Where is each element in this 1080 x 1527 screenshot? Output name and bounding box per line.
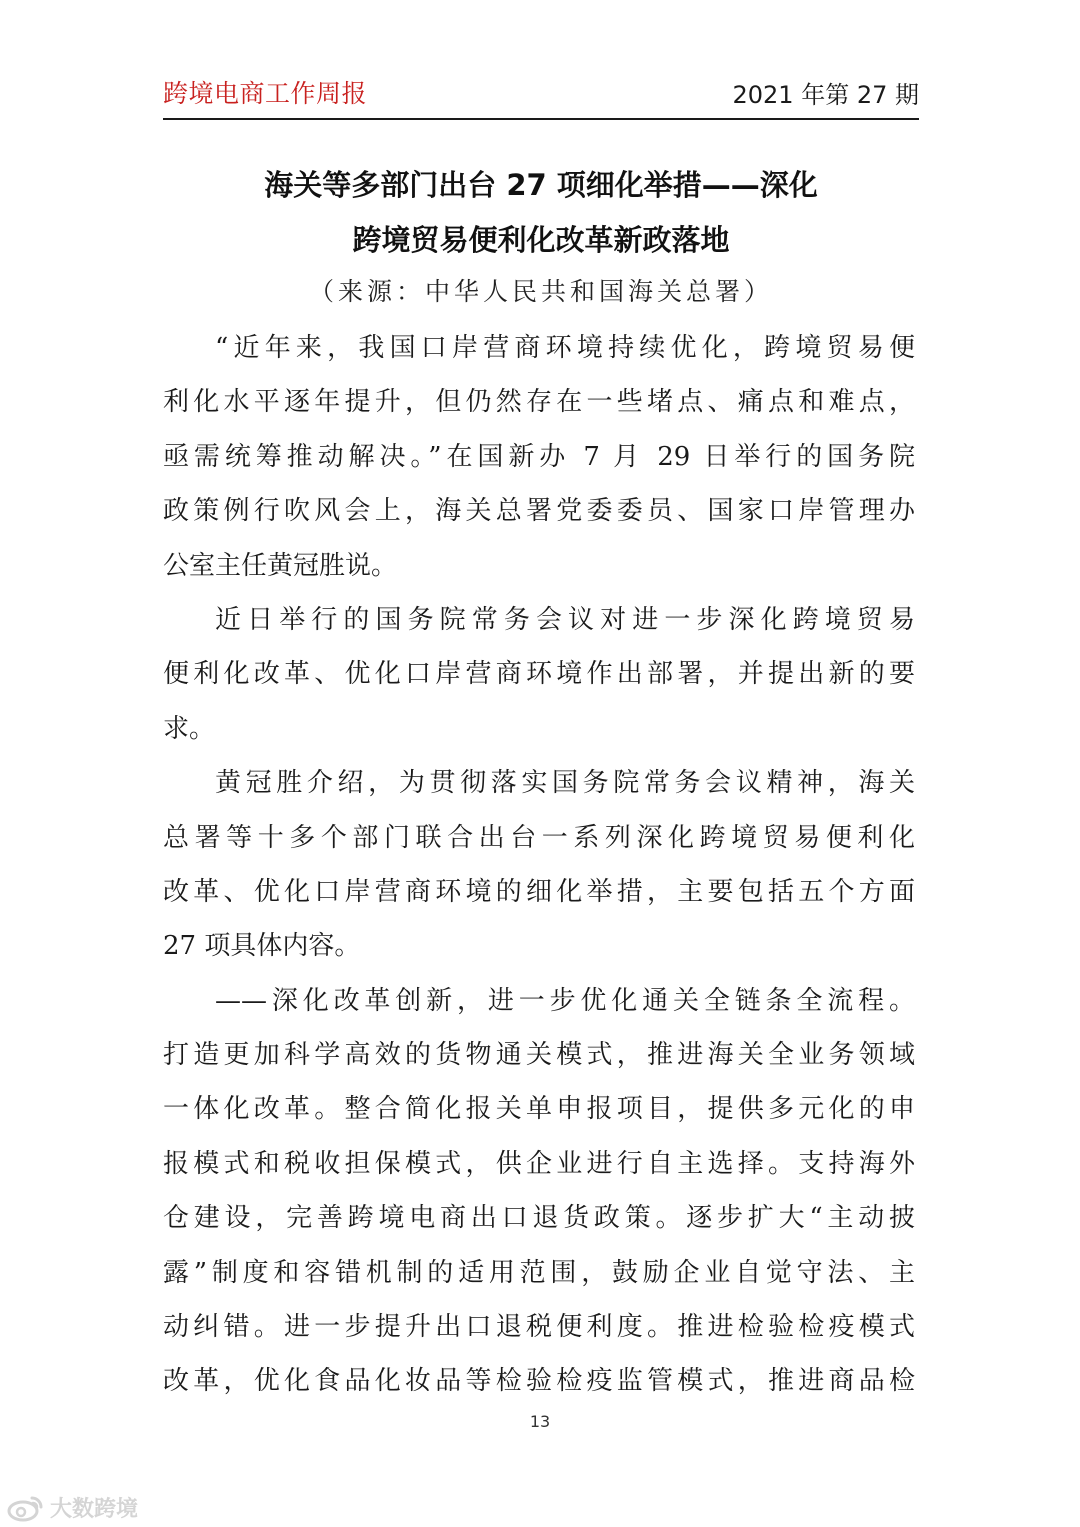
paragraph-line: 一体化改革。整合简化报关单申报项目，提供多元化的申 [163,1094,915,1125]
page-number: 13 [529,1412,551,1431]
paragraph-line: 亟需统筹推动解决。”在国新办 7 月 29 日举行的国务院 [163,441,915,472]
paragraph-line: 政策例行吹风会上，海关总署党委委员、国家口岸管理办 [163,496,915,527]
header-rule [163,118,919,120]
page-header [163,76,919,110]
article-source: （来源：中华人民共和国海关总署） [308,277,773,306]
paragraph-line: 改革、优化口岸营商环境的细化举措，主要包括五个方面 [163,876,915,907]
article-title-line-1: 海关等多部门出台 27 项细化举措——深化 [264,168,818,202]
article-body [163,321,915,1409]
paragraph-line: 改革，优化食品化妆品等检验检疫监管模式，推进商品检 [163,1366,915,1397]
weibo-logo-icon [6,1494,46,1522]
paragraph-line: 仓建设，完善跨境电商出口退货政策。逐步扩大“主动披 [163,1203,915,1234]
paragraph-line: 黄冠胜介绍，为贯彻落实国务院常务会议精神，海关 [215,768,915,799]
watermark [6,1492,138,1523]
paragraph-line: 露”制度和容错机制的适用范围，鼓励企业自觉守法、主 [163,1257,915,1288]
paragraph-line: 求。 [163,713,216,744]
paragraph-line: 27 项具体内容。 [163,931,361,962]
article-title-line-2: 跨境贸易便利化改革新政落地 [352,223,730,257]
publication-name: 跨境电商工作周报 [163,79,368,108]
issue-number: 2021 年第 27 期 [732,81,919,109]
paragraph-line: “近年来，我国口岸营商环境持续优化，跨境贸易便 [215,333,915,363]
paragraph-line: 近日举行的国务院常务会议对进一步深化跨境贸易 [215,604,915,635]
paragraph-line: 利化水平逐年提升，但仍然存在一些堵点、痛点和难点， [163,387,915,418]
paragraph-line: 便利化改革、优化口岸营商环境作出部署，并提出新的要 [163,659,915,690]
paragraph-line: 动纠错。进一步提升出口退税便利度。推进检验检疫模式 [163,1312,915,1343]
watermark-text: 大数跨境 [50,1497,139,1522]
paragraph-line: 公室主任黄冠胜说。 [163,550,398,581]
paragraph-line: 打造更加科学高效的货物通关模式，推进海关全业务领域 [163,1040,915,1071]
paragraph-line: 总署等十多个部门联合出台一系列深化跨境贸易便利化 [163,822,915,853]
paragraph-line: 报模式和税收担保模式，供企业进行自主选择。支持海外 [163,1148,915,1179]
paragraph-line: ——深化改革创新，进一步优化通关全链条全流程。 [215,985,915,1016]
